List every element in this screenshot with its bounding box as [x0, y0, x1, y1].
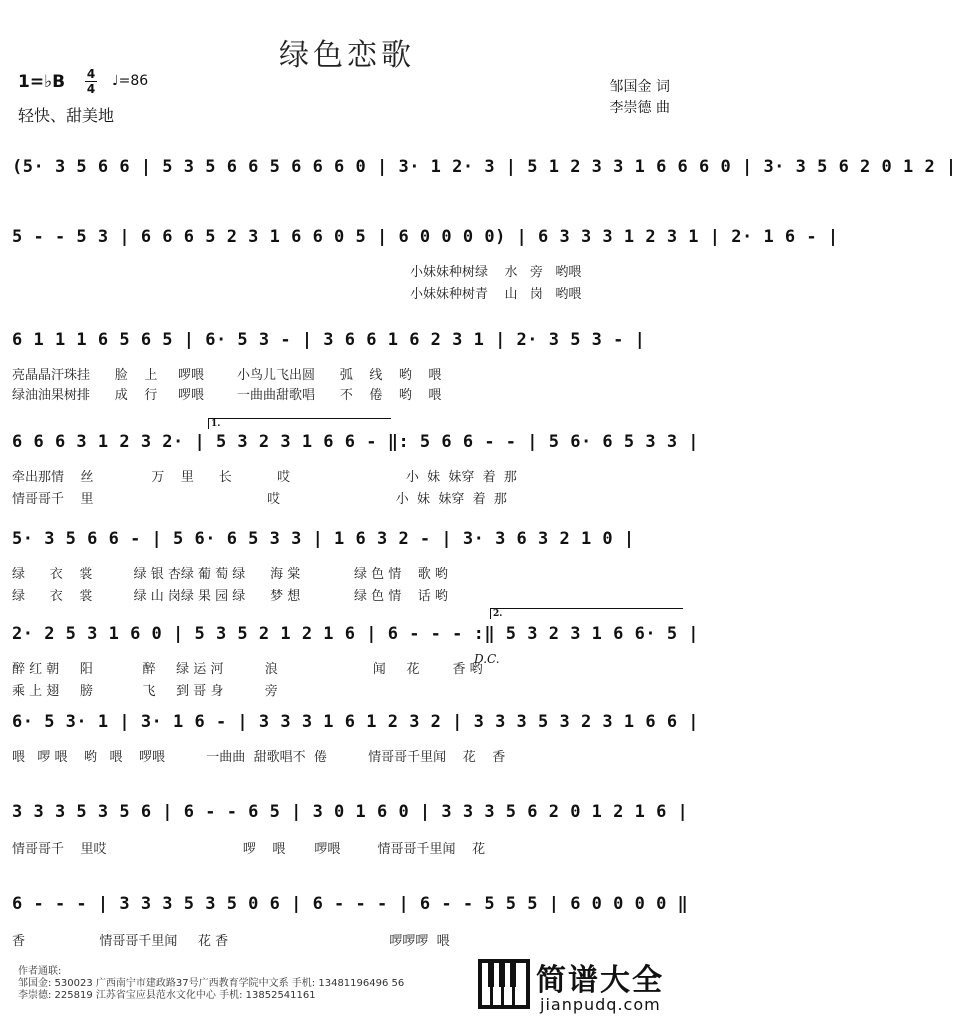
contact-composer: 李崇德: 225819 江苏省宝应县范水文化中心 手机: 13852541161 — [18, 990, 316, 1001]
lyric-verse-1: 香 情哥哥千里闻 花 香 啰啰啰 喂 — [12, 934, 450, 949]
notation-line: 5 - - 5 3 | 6 6 6 5 2 3 1 6 6 0 5 | 6 0 0 0 0) | 6 3 3 3 1 2 3 1 | 2· 1 6 - | — [12, 227, 839, 247]
music-row-8 — [12, 800, 689, 860]
time-signature — [85, 68, 97, 95]
composer-credit: 李崇德 曲 — [609, 100, 670, 116]
lyric-verse-2: 小妹妹种树青 山 岗 哟喂 — [410, 287, 582, 302]
lyric-verse-2: 情哥哥千 里 哎 小 妹 妹穿 着 那 — [12, 492, 507, 507]
music-row-6 — [12, 609, 700, 702]
contact-heading: 作者通联: — [18, 966, 62, 977]
volta-first-ending: 1. — [208, 418, 391, 429]
key-text: 1=♭B — [18, 72, 66, 92]
notation-line: 6 1 1 1 6 5 6 5 | 6· 5 3 - | 3 6 6 1 6 2 3 1 | 2· 3 5 3 - | — [12, 330, 646, 350]
author-contact — [18, 966, 404, 1002]
da-capo-marking: D.C. — [474, 652, 500, 666]
lyric-verse-2: 绿油油果树排 成 行 啰喂 一曲曲甜歌唱 不 倦 哟 喂 — [12, 388, 442, 403]
lyric-verse-1: 小妹妹种树绿 水 旁 哟喂 — [410, 265, 582, 280]
lyric-verse-1: 情哥哥千 里哎 啰 喂 啰喂 情哥哥千里闻 花 — [12, 842, 486, 857]
performance-style: 轻快、甜美地 — [18, 106, 115, 125]
lyric-verse-1: 亮晶晶汗珠挂 脸 上 啰喂 小鸟儿飞出圆 弧 线 哟 喂 — [12, 368, 442, 383]
site-logo[interactable] — [478, 955, 688, 1017]
volta-second-ending: 2. — [490, 608, 683, 619]
lyric-verse-2: 乘 上 翅 膀 飞 到 哥 身 旁 — [12, 684, 278, 699]
lyricist-credit: 邹国金 词 — [609, 79, 670, 95]
key-signature — [18, 72, 65, 92]
notation-line: 2· 2 5 3 1 6 0 | 5 3 5 2 1 2 1 6 | 6 - - - :‖ 5 3 2 3 1 6 6· 5 | — [12, 624, 700, 644]
notation-line: 6 6 6 3 1 2 3 2· | 5 3 2 3 1 6 6 - ‖: 5 6 6 - - | 5 6· 6 5 3 3 | — [12, 432, 700, 452]
piano-keys-icon — [478, 959, 530, 1009]
notation-line: (5· 3 5 6 6 | 5 3 5 6 6 5 6 6 6 0 | 3· 1 2· 3 | 5 1 2 3 3 1 6 6 6 0 | 3· 3 5 6 2 0 1 2 | — [12, 157, 957, 177]
lyric-verse-2: 绿 衣 裳 绿 山 岗绿 果 园 绿 梦 想 绿 色 情 话 哟 — [12, 589, 448, 604]
lyric-verse-1: 喂 啰 喂 哟 喂 啰喂 一曲曲 甜歌唱不 倦 情哥哥千里闻 花 香 — [12, 750, 506, 765]
music-row-1 — [12, 155, 957, 195]
music-row-2 — [12, 225, 839, 305]
notation-line: 3 3 3 5 3 5 6 | 6 - - 6 5 | 3 0 1 6 0 | 3 3 3 5 6 2 0 1 2 1 6 | — [12, 802, 689, 822]
music-row-7 — [12, 710, 700, 770]
music-row-3 — [12, 328, 684, 408]
logo-text: 简谱大全 — [536, 963, 664, 998]
music-row-5 — [12, 527, 684, 607]
meter-bottom: 4 — [86, 82, 96, 96]
tempo-marking: ♩=86 — [112, 73, 149, 89]
notation-line: 5· 3 5 6 6 - | 5 6· 6 5 3 3 | 1 6 3 2 - | 3· 3 6 3 2 1 0 | — [12, 529, 635, 549]
contact-lyricist: 邹国金: 530023 广西南宁市建政路37号广西教育学院中文系 手机: 13481196496 56 — [18, 978, 405, 989]
page-title: 绿色恋歌 — [279, 38, 415, 73]
logo-url[interactable]: jianpudq.com — [540, 995, 661, 1014]
notation-line: 6 - - - | 3 3 3 5 3 5 0 6 | 6 - - - | 6 - - 5 5 5 | 6 0 0 0 0 ‖ — [12, 894, 689, 914]
lyric-verse-1: 牵出那情 丝 万 里 长 哎 小 妹 妹穿 着 那 — [12, 470, 517, 485]
meter-top: 4 — [86, 67, 96, 81]
music-row-4 — [12, 419, 700, 510]
notation-line: 6· 5 3· 1 | 3· 1 6 - | 3 3 3 1 6 1 2 3 2 | 3 3 3 5 3 2 3 1 6 6 | — [12, 712, 700, 732]
lyric-verse-1: 醉 红 朝 阳 醉 绿 运 河 浪 闻 花 香 哟 — [12, 662, 483, 677]
music-row-9 — [12, 892, 689, 952]
lyric-verse-1: 绿 衣 裳 绿 银 杏绿 葡 萄 绿 海 棠 绿 色 情 歌 哟 — [12, 567, 448, 582]
